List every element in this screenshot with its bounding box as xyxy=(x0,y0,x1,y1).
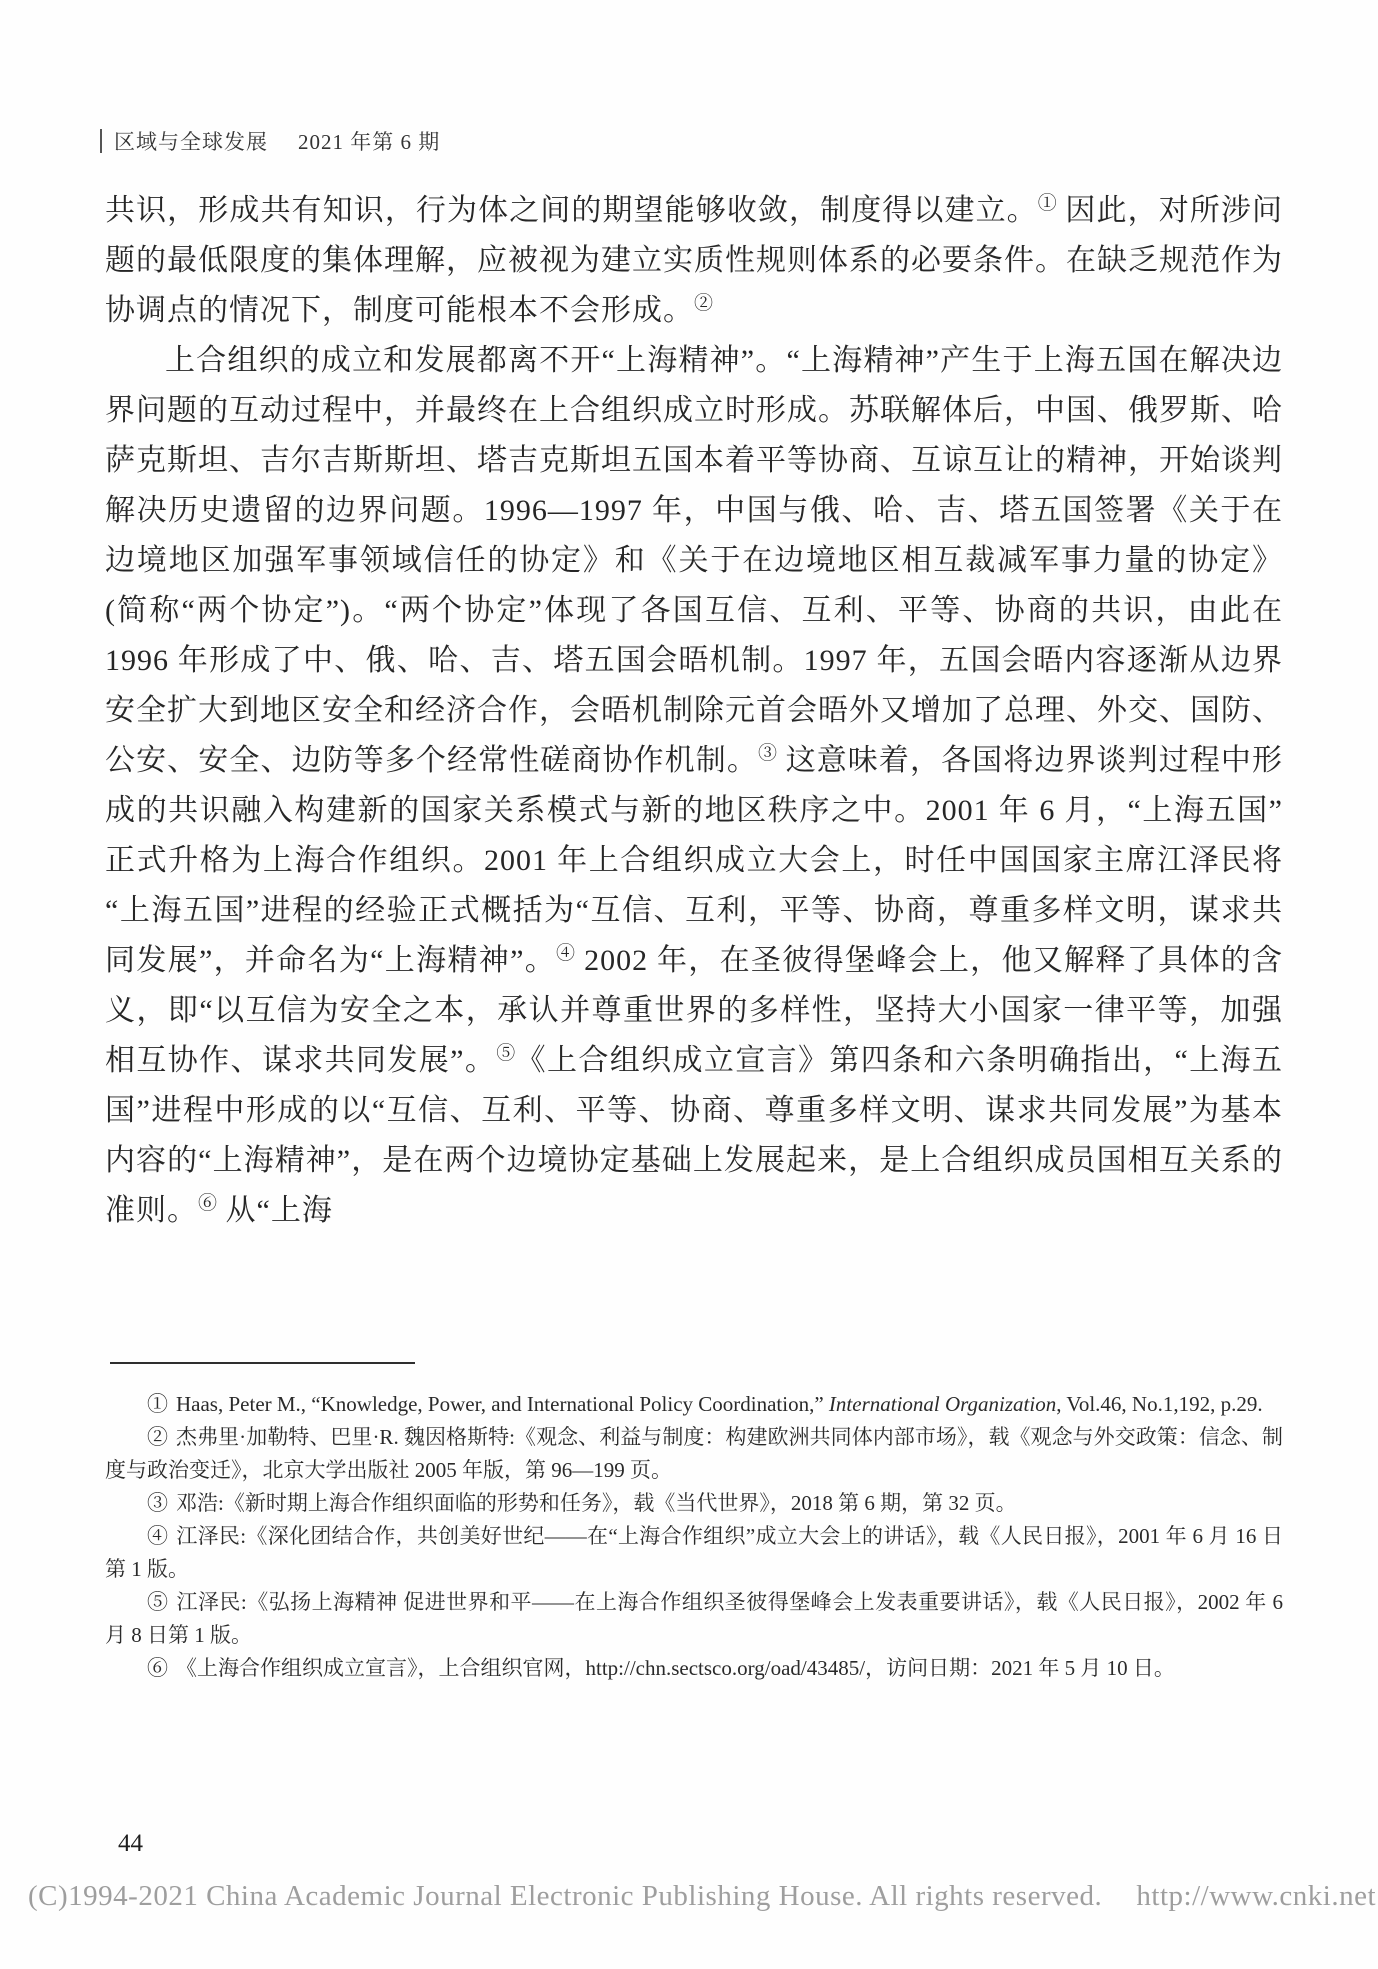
footnote-text: 邓浩:《新时期上海合作组织面临的形势和任务》，载《当代世界》，2018 第 6 期，第 32 页。 xyxy=(176,1491,1017,1515)
body-text-segment: 因此，对所涉问题的最低限度的集体理解，应被视为建立实质性规则体系的必要条件。在缺乏规范作为协调点的情况下，制度可能根本不会形成。 xyxy=(105,194,1283,327)
footnote-ref: ④ xyxy=(556,943,576,964)
body-paragraph xyxy=(105,336,1283,1236)
page-number: 44 xyxy=(118,1830,143,1857)
footnote-text: 杰弗里·加勒特、巴里·R. 魏因格斯特:《观念、利益与制度：构建欧洲共同体内部市场》，载《观念与外交政策：信念、制度与政治变迁》，北京大学出版社 2005 年版，第 96—199 页。 xyxy=(105,1425,1284,1482)
footnote-text: , Vol.46, No.1,192, p.29. xyxy=(1056,1392,1263,1416)
footnote-text: 江泽民:《弘扬上海精神 促进世界和平——在上海合作组织圣彼得堡峰会上发表重要讲话》，载《人民日报》，2002 年 6 月 8 日第 1 版。 xyxy=(105,1590,1284,1647)
footnote-marker: ③ xyxy=(147,1491,168,1515)
cnki-footer xyxy=(0,1880,1378,1913)
footnote-item xyxy=(105,1421,1283,1487)
body-text-segment: 共识，形成共有知识，行为体之间的期望能够收敛，制度得以建立。 xyxy=(105,194,1038,227)
footnote-text: 《上海合作组织成立宣言》，上合组织官网，http://chn.sectsco.org/oad/43485/，访问日期：2021 年 5 月 10 日。 xyxy=(176,1656,1175,1680)
footnote-ref: ⑤ xyxy=(496,1043,516,1064)
footnote-ref: ① xyxy=(1037,193,1057,214)
journal-header xyxy=(100,126,440,156)
footnote-separator xyxy=(110,1362,415,1364)
article-body xyxy=(105,186,1283,1236)
footnote-item xyxy=(105,1520,1283,1586)
footnote-marker: ① xyxy=(147,1392,168,1416)
footnote-marker: ⑥ xyxy=(147,1656,168,1680)
footnote-item xyxy=(105,1388,1283,1421)
footnote-marker: ④ xyxy=(147,1524,169,1548)
footnote-item xyxy=(105,1586,1283,1652)
body-text-segment: 上合组织的成立和发展都离不开“上海精神”。“上海精神”产生于上海五国在解决边界问题的互动过程中，并最终在上合组织成立时形成。苏联解体后，中国、俄罗斯、哈萨克斯坦、吉尔吉斯斯坦、塔吉克斯坦五国本着平等协商、互谅互让的精神，开始谈判解决历史遗留的边界问题。1996—1997 年，中国与俄、哈、吉、塔五国签署《关于在边境地区加强军事领域信任的协定》和《关于在边境地区相互裁减军事力量的协定》(简称“两个协定”)。“两个协定”体现了各国互信、互利、平等、协商的共识，由此在 1996 年形成了中、俄、哈、吉、塔五国会晤机制。1997 年，五国会晤内容逐渐从边界安全扩大到地区安全和经济合作，会晤机制除元首会晤外又增加了总理、外交、国防、公安、安全、边防等多个经常性磋商协作机制。 xyxy=(105,344,1283,777)
journal-title: 区域与全球发展 xyxy=(114,130,268,154)
body-text-segment: 这意味着，各国将边界谈判过程中形成的共识融入构建新的国家关系模式与新的地区秩序之中。2001 年 6 月，“上海五国”正式升格为上海合作组织。2001 年上合组织成立大会上，时任中国国家主席江泽民将“上海五国”进程的经验正式概括为“互信、互利，平等、协商，尊重多样文明，谋求共同发展”，并命名为“上海精神”。 xyxy=(105,744,1283,977)
header-rule xyxy=(100,129,102,153)
footnote-item xyxy=(105,1487,1283,1520)
footnote-marker: ⑤ xyxy=(147,1590,169,1614)
body-paragraph xyxy=(105,186,1283,336)
footnote-text: 江泽民:《深化团结合作，共创美好世纪——在“上海合作组织”成立大会上的讲话》，载《人民日报》，2001 年 6 月 16 日第 1 版。 xyxy=(105,1524,1283,1581)
footnote-item xyxy=(105,1652,1283,1685)
body-text-segment: 《上合组织成立宣言》第四条和六条明确指出，“上海五国”进程中形成的以“互信、互利、平等、协商、尊重多样文明、谋求共同发展”为基本内容的“上海精神”，是在两个边境协定基础上发展起来，是上合组织成员国相互关系的准则。 xyxy=(105,1044,1283,1227)
footnote-marker: ② xyxy=(147,1425,169,1449)
footnotes-section xyxy=(105,1388,1283,1685)
copyright-text: (C)1994-2021 China Academic Journal Electronic Publishing House. All rights reserved. xyxy=(28,1880,1103,1912)
footnote-ref: ③ xyxy=(757,743,778,764)
body-text-segment: 2002 年，在圣彼得堡峰会上，他又解释了具体的含义，即“以互信为安全之本，承认并尊重世界的多样性，坚持大小国家一律平等，加强相互协作、谋求共同发展”。 xyxy=(105,944,1283,1077)
footnote-text: Haas, Peter M., “Knowledge, Power, and International Policy Coordination,” xyxy=(176,1392,829,1416)
body-text-segment: 从“上海 xyxy=(217,1194,333,1227)
footnote-text: International Organization xyxy=(828,1392,1057,1416)
issue-label: 2021 年第 6 期 xyxy=(298,130,441,154)
cnki-url: http://www.cnki.net xyxy=(1136,1880,1376,1912)
footnote-ref: ② xyxy=(694,293,714,314)
footnote-ref: ⑥ xyxy=(198,1193,218,1214)
